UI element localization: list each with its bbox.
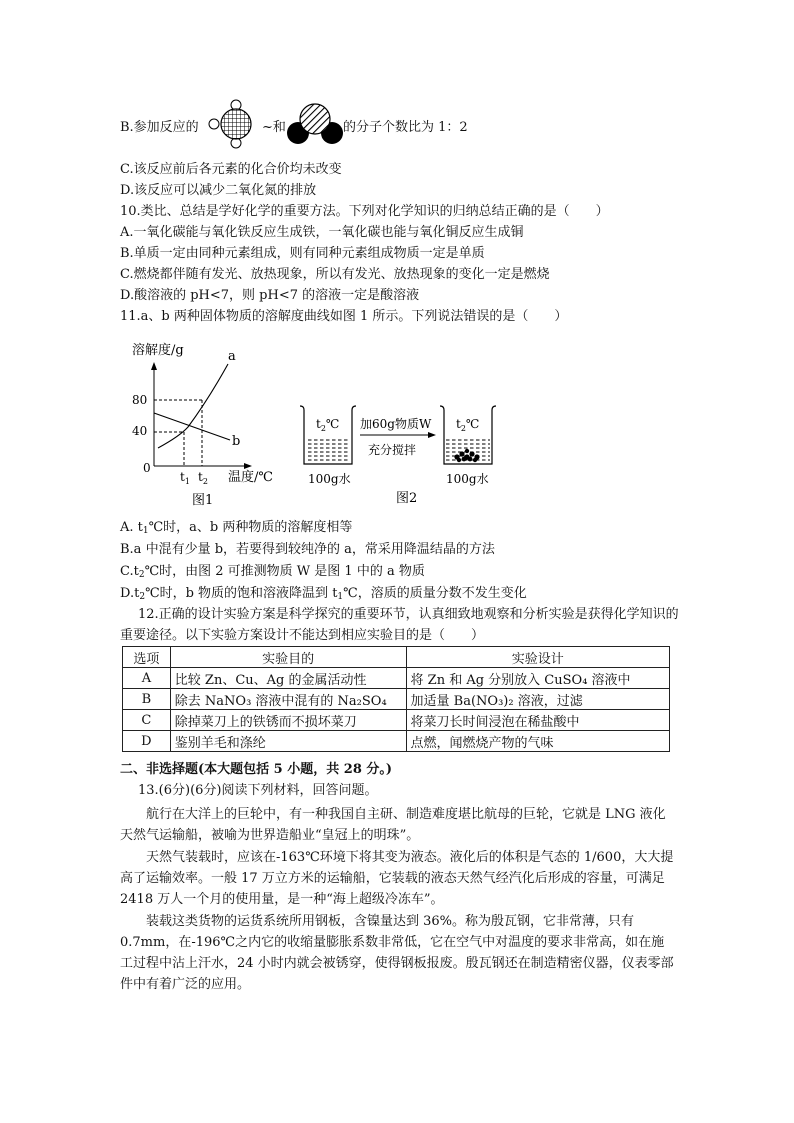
fig2-arrow-bottom: 充分搅拌 bbox=[368, 443, 417, 457]
q10-option-b: B.单质一定由同种元素组成，则有同种元素组成物质一定是单质 bbox=[120, 246, 485, 261]
q13-paragraph-3: 装载这类货物的运货系统所用钢板，含镍量达到 36%。称为殷瓦钢，它非常薄，只有 0.7mm，在-196℃之内它的收缩量膨胀系数非常低，它在空气中对温度的要求非常高，如在施工过程中沾上汗水，24 小时内就会被锈穿，使得钢板报废。殷瓦钢还在制造精密仪器，仪表零部件中有着广泛的应用。 bbox=[120, 914, 674, 992]
fig1-caption: 图1 bbox=[192, 493, 214, 508]
table-cell: 鉴别羊毛和涤纶 bbox=[170, 731, 406, 752]
q11-option-a: A. $t_1℃$时，a、b 两种物质的溶解度相等 bbox=[120, 520, 353, 536]
table-row bbox=[123, 710, 670, 731]
table-cell: 将 Zn 和 Ag 分别放入 CuSO₄ 溶液中 bbox=[406, 668, 669, 689]
table-header: 选项 bbox=[123, 647, 171, 668]
q11-option-b: B.a 中混有少量 b，若要得到较纯净的 a，常采用降温结晶的方法 bbox=[120, 542, 495, 557]
q10-stem: 10.类比、总结是学好化学的重要方法。下列对化学知识的归纳总结正确的是（ ） bbox=[120, 204, 609, 219]
fig2-water-left: 100g水 bbox=[308, 472, 351, 486]
section-2-heading: 二、非选择题(本大题包括 5 小题，共 28 分。) bbox=[120, 762, 393, 777]
fig1-xtick-t2: $t_2$ bbox=[198, 470, 208, 486]
curve-b bbox=[154, 413, 230, 440]
q12-stem-line1: 12.正确的设计实验方案是科学探究的重要环节，认真细致地观察和分析实验是获得化学知识的 bbox=[138, 607, 679, 622]
fig1-ylabel: 溶解度/g bbox=[132, 343, 184, 358]
table-cell: 加适量 Ba(NO₃)₂ 溶液，过滤 bbox=[406, 689, 669, 710]
fig2-caption: 图2 bbox=[396, 491, 418, 506]
q13-paragraph-2: 天然气装载时，应该在-163℃环境下将其变为液态。液化后的体积是气态的 1/600，大大提高了运输效率。一般 17 万立方米的运输船，它装载的液态天然气经汽化后形成的容量，可满足 2418 万人一个月的使用量，是一种“海上超级冷冻车”。 bbox=[120, 850, 674, 907]
option-d: D.该反应可以减少二氧化氮的排放 bbox=[120, 183, 317, 198]
table-cell: 除去 NaNO₃ 溶液中混有的 Na₂SO₄ bbox=[170, 689, 406, 710]
table-header: 实验设计 bbox=[406, 647, 669, 668]
curve-a-label: a bbox=[228, 349, 236, 364]
table-row bbox=[123, 731, 670, 752]
beaker-figure-2 bbox=[296, 398, 502, 506]
table-header: 实验目的 bbox=[170, 647, 406, 668]
table-row bbox=[123, 668, 670, 689]
q11-option-d: $D.t_2℃$时，b 物质的饱和溶液降温到 $t_1℃$，溶质的质量分数不发生变化 bbox=[120, 586, 527, 602]
fig1-xlabel: 温度/℃ bbox=[228, 470, 273, 485]
table-cell: 将菜刀长时间浸泡在稀盐酸中 bbox=[406, 710, 669, 731]
table-header-row bbox=[123, 647, 670, 668]
option-b-prefix: B.参加反应的 bbox=[120, 120, 199, 135]
fig1-ytick-80: 80 bbox=[132, 393, 148, 407]
table-cell: 除掉菜刀上的铁锈而不损坏菜刀 bbox=[170, 710, 406, 731]
experiment-table bbox=[122, 646, 670, 752]
q10-option-d: D.酸溶液的 pH<7，则 pH<7 的溶液一定是酸溶液 bbox=[120, 288, 420, 303]
beaker-left bbox=[300, 406, 356, 464]
fig2-arrow-top: 加60g物质W bbox=[360, 417, 432, 431]
table-cell: 比较 Zn、Cu、Ag 的金属活动性 bbox=[170, 668, 406, 689]
option-b-suffix: 的分子个数比为 1：2 bbox=[343, 120, 468, 135]
q11-stem: 11.a、b 两种固体物质的溶解度曲线如图 1 所示。下列说法错误的是（ ） bbox=[120, 309, 568, 324]
beaker-left-temp: $t_2℃$ bbox=[316, 417, 340, 433]
solubility-figure-1 bbox=[118, 336, 288, 514]
option-c: C.该反应前后各元素的化合价均未改变 bbox=[120, 162, 342, 177]
q13-paragraph-1: 航行在大洋上的巨轮中，有一种我国自主研、制造难度堪比航母的巨轮，它就是 LNG 液化天然气运输船，被喻为世界造船业“皇冠上的明珠”。 bbox=[120, 807, 666, 843]
fig1-ytick-40: 40 bbox=[132, 424, 148, 438]
q11-option-c: $C.t_2℃$时，由图 2 可推测物质 W 是图 1 中的 a 物质 bbox=[120, 564, 425, 580]
q12-stem-line2: 重要途径。以下实验方案设计不能达到相应实验目的是（ ） bbox=[120, 628, 485, 643]
fig1-origin: 0 bbox=[143, 461, 151, 475]
beaker-right-temp: $t_2℃$ bbox=[456, 417, 480, 433]
molecule-1-icon bbox=[204, 98, 268, 150]
table-cell: B bbox=[123, 689, 171, 710]
q10-option-a: A.一氧化碳能与氧化铁反应生成铁，一氧化碳也能与氧化铜反应生成铜 bbox=[120, 225, 524, 240]
fig2-water-right: 100g水 bbox=[446, 472, 489, 486]
table-cell: 点燃，闻燃烧产物的气味 bbox=[406, 731, 669, 752]
beaker-right bbox=[440, 406, 496, 464]
option-b-line bbox=[120, 120, 199, 136]
q13-stem: 13.(6分)(6分)阅读下列材料，回答问题。 bbox=[138, 783, 378, 798]
curve-b-label: b bbox=[232, 434, 241, 449]
table-cell: D bbox=[123, 731, 171, 752]
table-row bbox=[123, 689, 670, 710]
q10-option-c: C.燃烧都伴随有发光、放热现象，所以有发光、放热现象的变化一定是燃烧 bbox=[120, 267, 550, 282]
option-b-mid: ~和 bbox=[262, 120, 286, 135]
table-cell: C bbox=[123, 710, 171, 731]
fig1-xtick-t1: $t_1$ bbox=[180, 470, 190, 486]
table-cell: A bbox=[123, 668, 171, 689]
molecule-2-icon bbox=[286, 103, 344, 147]
